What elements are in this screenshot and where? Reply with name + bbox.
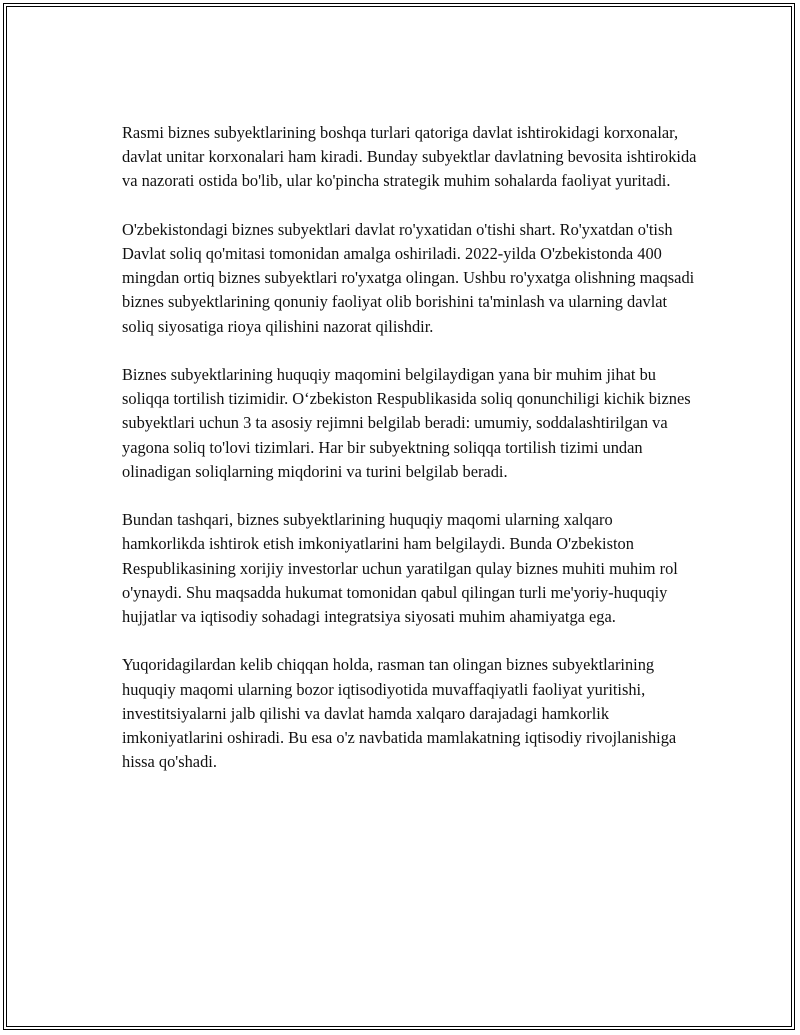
paragraph-3: Biznes subyektlarining huquqiy maqomini belgilaydigan yana bir muhim jihat bu soliqqa tortilish tizimidir. O‘zbekiston Respublikasida soliq qonunchiligi kichik biznes subyektlari uchun 3 ta asosiy rejimni belgilab beradi: umumiy, soddalashtirilgan va yagona soliq to'lovi tizimlari. Har bir subyektning soliqqa tortilish tizimi undan olinadigan soliqlarning miqdorini va turini belgilab beradi. (122, 365, 691, 481)
paragraph-4: Bundan tashqari, biznes subyektlarining huquqiy maqomi ularning xalqaro hamkorlikda ishtirok etish imkoniyatlarini ham belgilaydi. Bunda O'zbekiston Respublikasining xorijiy investorlar uchun yaratilgan qulay biznes muhiti muhim rol o'ynaydi. Shu maqsadda hukumat tomonidan qabul qilingan turli me'yoriy-huquqiy hujjatlar va iqtisodiy sohadagi integratsiya siyosati muhim ahamiyatga ega. (122, 510, 678, 627)
paragraph-1: Rasmi biznes subyektlarining boshqa turlari qatoriga davlat ishtirokidagi korxonalar, davlat unitar korxonalari ham kiradi. Bunday subyektlar davlatning bevosita ishtirokida va nazorati ostida bo'lib, ular ko'pincha strategik muhim sohalarda faoliyat yuritadi. (122, 123, 697, 191)
paragraph-2: O'zbekistondagi biznes subyektlari davlat ro'yxatidan o'tishi shart. Ro'yxatdan o'tish Davlat soliq qo'mitasi tomonidan amalga oshiriladi. 2022-yilda O'zbekistonda 400 mingdan ortiq biznes subyektlari ro'yxatga olingan. Ushbu ro'yxatga olishning maqsadi biznes subyektlarining qonuniy faoliyat olib borishini ta'minlash va ularning davlat soliq siyosatiga rioya qilishini nazorat qilishdir. (122, 219, 695, 336)
paragraph-5: Yuqoridagilardan kelib chiqqan holda, rasman tan olingan biznes subyektlarining huquqiy maqomi ularning bozor iqtisodiyotida muvaffaqiyatli faoliyat yuritishi, investitsiyalarni jalb qilishi va davlat hamda xalqaro darajadagi hamkorlik imkoniyatlarini oshiradi. Bu esa o'z navbatida mamlakatning iqtisodiy rivojlanishiga hissa qo'shadi. (122, 655, 677, 772)
page-border (3, 3, 795, 1030)
document-body (122, 121, 697, 774)
